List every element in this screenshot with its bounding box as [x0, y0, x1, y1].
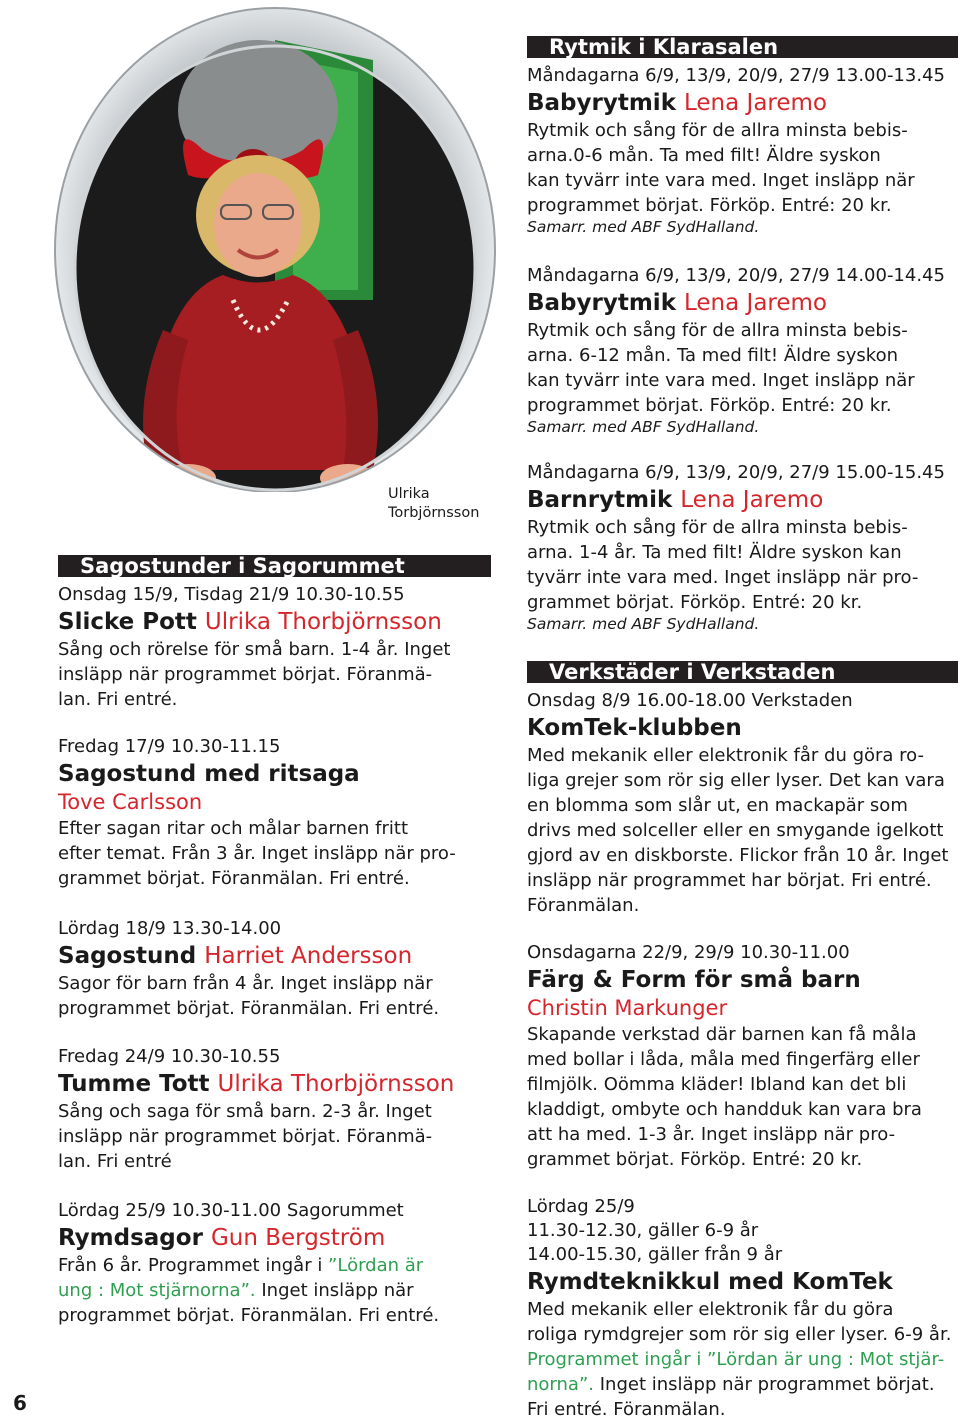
event-sagostund-harriet	[58, 916, 439, 1021]
event-babyrytmik-1	[527, 63, 945, 236]
co-organizer: Samarr. med ABF SydHalland.	[527, 615, 760, 633]
event-date: Måndagarna 6/9, 13/9, 20/9, 27/9 14.00-14.45	[527, 265, 945, 286]
event-time: 14.00-15.30, gäller från 9 år	[527, 1244, 783, 1265]
event-title: Sagostund Harriet Andersson	[58, 943, 413, 969]
event-description: Sång och saga för små barn. 2-3 år. Inget insläpp när programmet börjat. Föranmä- lan. Fri entré	[58, 1101, 433, 1172]
event-performer: Lena Jaremo	[684, 290, 827, 316]
event-description: Sång och rörelse för små barn. 1-4 år. Inget insläpp när programmet börjat. Föranmä- lan. Fri entré.	[58, 639, 451, 710]
section-header-verkstader: Verkstäder i Verkstaden	[527, 661, 958, 683]
event-title: Rymdsagor Gun Bergström	[58, 1225, 386, 1251]
page-number: 6	[13, 1391, 27, 1415]
event-date: Måndagarna 6/9, 13/9, 20/9, 27/9 13.00-13.45	[527, 65, 945, 86]
event-tumme-tott	[58, 1044, 454, 1174]
event-title: Barnrytmik Lena Jaremo	[527, 487, 824, 513]
event-performer: Harriet Andersson	[204, 943, 413, 969]
event-rymdteknikkul	[527, 1195, 951, 1422]
event-title: Babyrytmik Lena Jaremo	[527, 90, 827, 116]
co-organizer: Samarr. med ABF SydHalland.	[527, 418, 760, 436]
event-description: Med mekanik eller elektronik får du göra roliga rymdgrejer som rör sig eller lyser. 6-9 år. Programmet ingår i ”Lördan är ung : Mot stjär- norna”. Inget insläpp när programmet börjat. Fri entré. Föranmälan.	[527, 1299, 952, 1420]
event-rymdsagor	[58, 1198, 439, 1328]
event-sagostund-ritsaga	[58, 734, 456, 891]
event-description: Rytmik och sång för de allra minsta bebis- arna.0-6 mån. Ta med filt! Äldre syskon kan tyvärr inte vara med. Inget insläpp när programmet börjat. Förköp. Entré: 20 kr.	[527, 120, 915, 216]
event-description: Sagor för barn från 4 år. Inget insläpp när programmet börjat. Föranmälan. Fri entré.	[58, 973, 440, 1019]
event-performer: Christin Markunger	[527, 996, 728, 1020]
program-link[interactable]: ”Lördan är	[328, 1255, 424, 1276]
event-date: Lördag 25/9	[527, 1196, 635, 1217]
event-performer: Ulrika Thorbjörnsson	[204, 609, 442, 635]
photo-ulrika	[53, 0, 497, 492]
event-description: Skapande verkstad där barnen kan få måla med bollar i låda, måla med fingerfärg eller filmjölk. Oömma kläder! Ibland kan det bli kladdigt, ombyte och handduk kan vara bra att ha med. 1-3 år. Inget insläpp när pro- grammet börjat. Förköp. Entré: 20 kr.	[527, 1024, 922, 1170]
event-title: Sagostund med ritsaga	[58, 761, 360, 787]
event-slicke-pott	[58, 582, 450, 712]
program-link[interactable]: Programmet ingår i ”Lördan är ung : Mot stjär-	[527, 1349, 945, 1370]
event-title: KomTek-klubben	[527, 715, 742, 741]
event-title: Slicke Pott Ulrika Thorbjörnsson	[58, 609, 442, 635]
event-title: Rymdteknikkul med KomTek	[527, 1269, 893, 1295]
event-date: Fredag 17/9 10.30-11.15	[58, 736, 281, 757]
photo-illustration	[53, 0, 497, 492]
event-description: Med mekanik eller elektronik får du göra ro- liga grejer som rör sig eller lyser. Det kan vara en blomma som slår ut, en mackapär som drivs med solceller eller en smygande igelkott gjord av en diskborste. Flickor från 10 år. Inget insläpp när programmet har börjat. Fri entré. Föranmälan.	[527, 745, 949, 916]
section-header-sagostunder: Sagostunder i Sagorummet	[58, 555, 491, 577]
event-description: Rytmik och sång för de allra minsta bebis- arna. 1-4 år. Ta med filt! Äldre syskon kan tyvärr inte vara med. Inget insläpp när pro- grammet börjat. Förköp. Entré: 20 kr.	[527, 517, 919, 613]
event-date: Onsdagarna 22/9, 29/9 10.30-11.00	[527, 942, 850, 963]
event-date: Fredag 24/9 10.30-10.55	[58, 1046, 281, 1067]
event-barnrytmik	[527, 460, 945, 633]
event-date: Onsdag 15/9, Tisdag 21/9 10.30-10.55	[58, 584, 405, 605]
event-date: Lördag 25/9 10.30-11.00 Sagorummet	[58, 1200, 404, 1221]
event-date: Måndagarna 6/9, 13/9, 20/9, 27/9 15.00-15.45	[527, 462, 945, 483]
event-performer: Lena Jaremo	[680, 487, 824, 513]
event-time: 11.30-12.30, gäller 6-9 år	[527, 1220, 759, 1241]
event-performer: Ulrika Thorbjörnsson	[217, 1071, 455, 1097]
event-description: Efter sagan ritar och målar barnen fritt efter temat. Från 3 år. Inget insläpp när pro- grammet börjat. Föranmälan. Fri entré.	[58, 818, 456, 889]
event-description: Rytmik och sång för de allra minsta bebis- arna. 6-12 mån. Ta med filt! Äldre syskon kan tyvärr inte vara med. Inget insläpp när programmet börjat. Förköp. Entré: 20 kr.	[527, 320, 915, 416]
section-header-rytmik: Rytmik i Klarasalen	[527, 36, 958, 58]
event-performer: Tove Carlsson	[58, 790, 203, 814]
photo-caption: Ulrika Torbjörnsson	[388, 486, 480, 521]
event-title: Färg & Form för små barn	[527, 967, 861, 993]
event-title: Tumme Tott Ulrika Thorbjörnsson	[58, 1071, 455, 1097]
program-link[interactable]: ung : Mot stjärnorna”.	[58, 1280, 256, 1301]
event-description: Från 6 år. Programmet ingår i ”Lördan är ung : Mot stjärnorna”. Inget insläpp när programmet börjat. Föranmälan. Fri entré.	[58, 1255, 440, 1326]
co-organizer: Samarr. med ABF SydHalland.	[527, 218, 760, 236]
event-babyrytmik-2	[527, 263, 945, 436]
event-performer: Lena Jaremo	[684, 90, 827, 116]
event-date: Lördag 18/9 13.30-14.00	[58, 918, 282, 939]
event-farg-form	[527, 940, 922, 1172]
event-komtek-klubben	[527, 688, 949, 918]
event-date: Onsdag 8/9 16.00-18.00 Verkstaden	[527, 690, 853, 711]
event-performer: Gun Bergström	[210, 1225, 386, 1251]
event-title: Babyrytmik Lena Jaremo	[527, 290, 827, 316]
program-link[interactable]: norna”.	[527, 1374, 594, 1395]
